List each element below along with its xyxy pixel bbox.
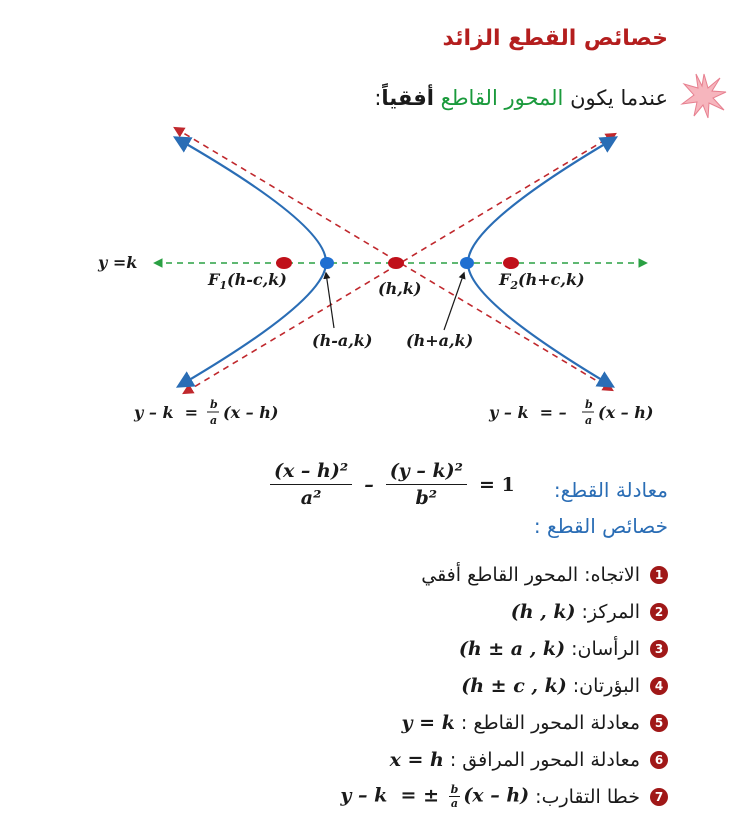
asymptote-2-frac-num: b [585,398,593,411]
intro-line [374,86,668,110]
property-7-frac [449,783,461,810]
equation-term-1-num: (x – h)² [270,460,352,485]
equation-term-2 [386,460,467,509]
asymptote-1-lhs: y – k = [134,403,204,422]
properties-list [248,556,668,815]
equation-term-2-num: (y – k)² [386,460,467,485]
property-5-math: y = k [401,711,455,734]
property-conjugate-axis-eq [248,741,668,778]
property-6-math: x = h [389,748,444,771]
vertex-1-pointer [326,273,334,328]
vertex-2-pointer [444,273,464,330]
property-6-text: معادلة المحور المرافق : [449,748,640,771]
asymptote-1-rhs: (x – h) [223,403,279,422]
property-4-text: البؤرتان: [572,674,640,697]
properties-label: خصائص القطع : [533,514,668,538]
center-point [388,257,404,269]
property-5-text: معادلة المحور القاطع : [460,711,640,734]
property-asymptotes [248,778,668,815]
focus-2-label: $F_2(h+c,k)$ [499,270,585,292]
hyperbola-left-branch [176,138,326,386]
focus-1-point [276,257,292,269]
hyperbola-diagram [0,110,756,430]
property-7-text: خطا التقارب: [535,785,640,808]
hyperbola-right-branch [468,138,615,386]
property-4-math: (h ± c , k) [461,674,567,697]
property-7-math [340,783,529,810]
equation-term-1-den: a² [300,487,322,509]
focus-2-point [503,257,519,269]
focus-1-label: $F_1(h-c,k)$ [208,270,287,292]
property-2-math: (h , k) [510,600,576,623]
bullet-7: 7 [650,788,668,806]
vertex-2-label: (h+a,k) [406,331,474,350]
property-foci [248,667,668,704]
bullet-4: 4 [650,677,668,695]
standard-equation [270,460,515,509]
property-3-math: (h ± a , k) [458,637,566,660]
page-title: خصائص القطع الزائد [442,26,668,51]
equation-term-2-den: b² [415,487,438,509]
bullet-2: 2 [650,603,668,621]
asymptote-1-frac-num: b [210,398,218,411]
equation-minus: – [364,473,374,496]
property-vertices [248,630,668,667]
property-3-text: الرأسان: [571,637,640,660]
bullet-6: 6 [650,751,668,769]
transverse-axis-label: y =k [98,253,138,272]
vertex-2-point [460,257,474,269]
equation-label: معادلة القطع: [553,478,668,502]
property-7-rhs: (x – h) [463,784,530,807]
property-1-text: الاتجاه: المحور القاطع أفقي [421,563,640,586]
property-7-frac-den: a [450,797,459,810]
property-direction [248,556,668,593]
bullet-5: 5 [650,714,668,732]
asymptote-2-rhs: (x – h) [598,403,654,422]
asymptote-1-frac-den: a [210,414,218,427]
asymptote-2-lhs: y – k = – [489,403,573,422]
intro-horizontal: أفقياً [381,86,434,110]
property-7-frac-num: b [450,783,459,796]
property-center [248,593,668,630]
equation-rhs: = 1 [478,473,515,496]
vertex-1-label: (h-a,k) [312,331,373,350]
asymptote-2-frac-den: a [585,414,593,427]
intro-colon: : [374,86,382,110]
equation-term-1 [270,460,352,509]
intro-prefix: عندما يكون [563,86,668,110]
intro-transverse-axis: المحور القاطع [440,86,564,110]
bullet-1: 1 [650,566,668,584]
property-transverse-axis-eq [248,704,668,741]
bullet-3: 3 [650,640,668,658]
property-2-text: المركز: [581,600,640,623]
property-7-lhs: y – k = ± [340,784,446,807]
vertex-1-point [320,257,334,269]
center-label: (h,k) [378,279,422,298]
